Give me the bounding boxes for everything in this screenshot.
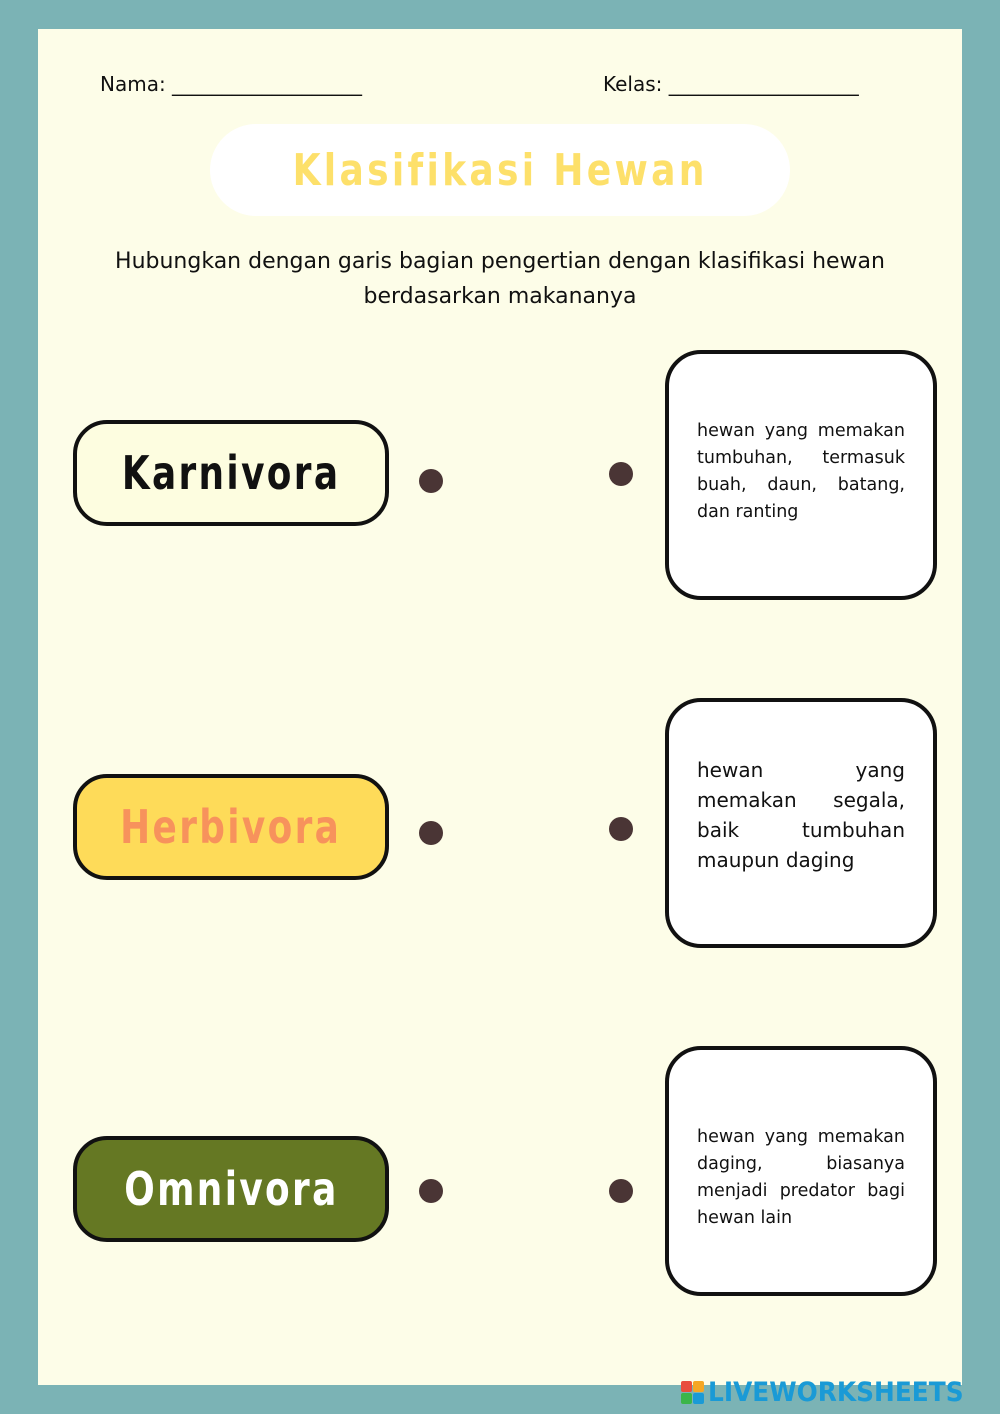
class-field-label: Kelas: ___________________: [603, 72, 859, 96]
term-box-herbivora[interactable]: [73, 774, 389, 880]
definition-box-2: [665, 698, 937, 948]
page-title: Klasifikasi Hewan: [292, 144, 708, 196]
term-box-omnivora[interactable]: [73, 1136, 389, 1242]
definition-text-2: hewan yang memakan segala, baik tumbuhan maupun daging: [697, 758, 905, 872]
definition-box-1: [665, 350, 937, 600]
instruction-text: Hubungkan dengan garis bagian pengertian dengan klasifikasi hewan berdasarkan makananya: [115, 249, 885, 309]
brand-text: LIVEWORKSHEETS: [708, 1377, 964, 1408]
term-label-karnivora: Karnivora: [121, 446, 341, 500]
liveworksheets-logo-icon: [681, 1381, 704, 1404]
definition-text-3: hewan yang memakan daging, biasanya menjadi predator bagi hewan lain: [697, 1127, 905, 1228]
title-banner: [210, 124, 790, 216]
term-box-karnivora[interactable]: [73, 420, 389, 526]
definition-box-3: [665, 1046, 937, 1296]
right-connector-dot-2[interactable]: [609, 817, 633, 841]
left-connector-dot-2[interactable]: [419, 821, 443, 845]
term-label-herbivora: Herbivora: [120, 800, 342, 854]
definition-text-1: hewan yang memakan tumbuhan, termasuk buah, daun, batang, dan ranting: [697, 421, 905, 522]
term-label-omnivora: Omnivora: [123, 1162, 339, 1216]
right-connector-dot-3[interactable]: [609, 1179, 633, 1203]
right-connector-dot-1[interactable]: [609, 462, 633, 486]
liveworksheets-brand: [681, 1377, 986, 1408]
name-field-label: Nama: ___________________: [100, 72, 363, 96]
left-connector-dot-3[interactable]: [419, 1179, 443, 1203]
left-connector-dot-1[interactable]: [419, 469, 443, 493]
